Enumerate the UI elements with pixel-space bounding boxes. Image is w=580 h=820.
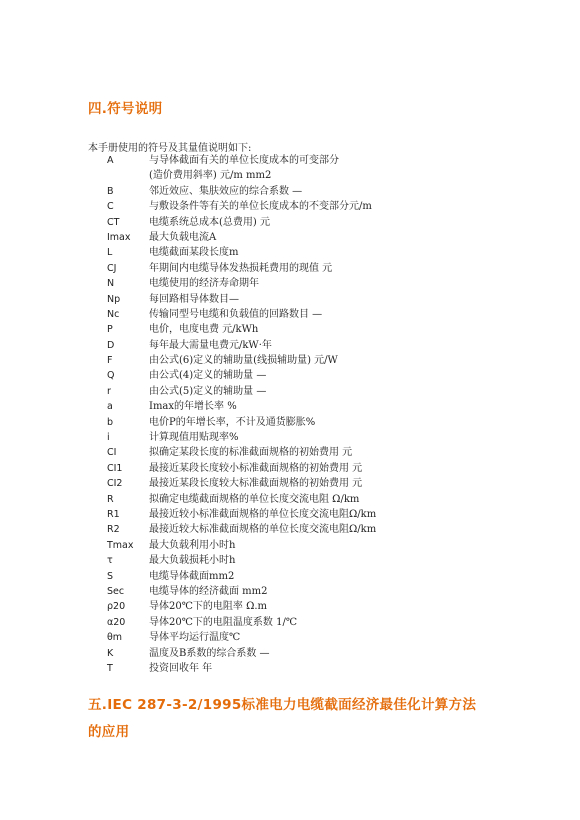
symbol-description: 最接近某段长度较小标准截面规格的初始费用 元 bbox=[149, 462, 363, 474]
symbol-list bbox=[0, 153, 580, 676]
symbol-description: 拟确定某段长度的标准截面规格的初始费用 元 bbox=[149, 447, 353, 459]
symbol-name: R2 bbox=[107, 524, 120, 536]
symbol-name: B bbox=[107, 185, 114, 197]
symbol-description: (造价费用斜率) 元/m mm2 bbox=[149, 170, 272, 182]
symbol-name: CI bbox=[107, 447, 117, 459]
symbol-name: T bbox=[107, 662, 113, 674]
symbol-name: b bbox=[107, 416, 114, 428]
symbol-description: 电价，电度电费 元/kWh bbox=[149, 324, 259, 336]
symbol-name: Np bbox=[107, 293, 121, 305]
symbol-description: 投资回收年 年 bbox=[149, 662, 213, 674]
symbol-row bbox=[0, 261, 580, 276]
symbol-description: 导体平均运行温度℃ bbox=[149, 632, 241, 644]
symbol-row bbox=[0, 199, 580, 214]
symbol-description: 由公式(6)定义的辅助量(线损辅助量) 元/W bbox=[149, 355, 338, 367]
section5-heading-line1: 五.IEC 287-3-2/1995标准电力电缆截面经济最佳化计算方法 bbox=[88, 697, 477, 713]
symbol-description: 电缆系统总成本(总费用) 元 bbox=[149, 216, 270, 228]
symbol-name: S bbox=[107, 570, 114, 582]
symbol-description: 邻近效应、集肤效应的综合系数 — bbox=[149, 185, 303, 197]
symbol-name: P bbox=[107, 324, 113, 336]
symbol-description: Imax的年增长率 % bbox=[149, 401, 237, 413]
symbol-name: Q bbox=[107, 370, 115, 382]
symbol-row bbox=[0, 292, 580, 307]
symbol-description: 每回路相导体数目— bbox=[149, 293, 239, 305]
symbol-row bbox=[0, 553, 580, 568]
symbol-name: N bbox=[107, 278, 115, 290]
symbol-row bbox=[0, 461, 580, 476]
symbol-description: 最接近较小标准截面规格的单位长度交流电阻Ω/km bbox=[149, 508, 377, 520]
symbol-row bbox=[0, 276, 580, 291]
symbol-row bbox=[0, 215, 580, 230]
symbol-description: 由公式(5)定义的辅助量 — bbox=[149, 385, 267, 397]
symbol-row bbox=[0, 353, 580, 368]
symbol-description: 导体20℃下的电阻率 Ω.m bbox=[149, 601, 268, 613]
symbol-description: 电缆导体的经济截面 mm2 bbox=[149, 585, 268, 597]
symbol-row bbox=[0, 184, 580, 199]
symbol-description: 每年最大需量电费元/kW·年 bbox=[149, 339, 272, 351]
symbol-name: R bbox=[107, 493, 114, 505]
symbol-row bbox=[0, 384, 580, 399]
symbol-row bbox=[0, 430, 580, 445]
symbol-row bbox=[0, 415, 580, 430]
symbol-description: 温度及B系数的综合系数 — bbox=[149, 647, 270, 659]
symbol-description: 最大负载电流A bbox=[149, 231, 217, 243]
symbol-description: 电缆导体截面mm2 bbox=[149, 570, 235, 582]
symbol-name: A bbox=[107, 155, 114, 166]
symbol-name: τ bbox=[107, 555, 113, 567]
symbol-row bbox=[0, 661, 580, 676]
symbol-row bbox=[0, 476, 580, 491]
symbol-name: R1 bbox=[107, 508, 120, 520]
section4-heading: 四.符号说明 bbox=[88, 101, 163, 117]
symbol-row bbox=[0, 615, 580, 630]
symbol-description: 最大负载利用小时h bbox=[149, 539, 236, 551]
symbol-row bbox=[0, 230, 580, 245]
symbol-name: C bbox=[107, 201, 114, 213]
symbol-name: Nc bbox=[107, 308, 120, 320]
symbol-row bbox=[0, 646, 580, 661]
symbol-description: 导体20℃下的电阻温度系数 1/℃ bbox=[149, 616, 298, 628]
symbol-row bbox=[0, 168, 580, 183]
symbol-row bbox=[0, 153, 580, 168]
symbol-row bbox=[0, 368, 580, 383]
symbol-name: F bbox=[107, 355, 113, 367]
symbol-description: 最大负载损耗小时h bbox=[149, 555, 236, 567]
symbol-row bbox=[0, 322, 580, 337]
symbol-name: CJ bbox=[107, 262, 117, 274]
symbol-name: K bbox=[107, 647, 114, 659]
symbol-row bbox=[0, 538, 580, 553]
symbol-row bbox=[0, 445, 580, 460]
symbol-row bbox=[0, 338, 580, 353]
symbol-row bbox=[0, 307, 580, 322]
symbol-row bbox=[0, 569, 580, 584]
intro-paragraph: 本手册使用的符号及其量值说明如下: bbox=[88, 143, 252, 154]
symbol-description: 电价P的年增长率，不计及通货膨胀% bbox=[149, 416, 316, 428]
symbol-name: Imax bbox=[107, 231, 131, 243]
symbol-name: a bbox=[107, 401, 113, 413]
symbol-name: θm bbox=[107, 632, 123, 644]
symbol-name: CI1 bbox=[107, 462, 123, 474]
symbol-description: 电缆截面某段长度m bbox=[149, 247, 239, 259]
symbol-name: r bbox=[107, 385, 111, 397]
symbol-description: 年期间内电缆导体发热损耗费用的现值 元 bbox=[149, 262, 333, 274]
symbol-row bbox=[0, 492, 580, 507]
symbol-description: 传输同型号电缆和负载值的回路数目 — bbox=[149, 308, 323, 320]
symbol-description: 由公式(4)定义的辅助量 — bbox=[149, 370, 267, 382]
symbol-description: 拟确定电缆截面规格的单位长度交流电阻 Ω/km bbox=[149, 493, 360, 505]
symbol-description: 计算现值用贴现率% bbox=[149, 432, 239, 444]
symbol-name: α20 bbox=[107, 616, 126, 628]
symbol-name: i bbox=[107, 432, 110, 444]
symbol-description: 最接近较大标准截面规格的单位长度交流电阻Ω/km bbox=[149, 524, 377, 536]
symbol-row bbox=[0, 507, 580, 522]
symbol-name: CI2 bbox=[107, 478, 123, 490]
symbol-row bbox=[0, 584, 580, 599]
symbol-name: CT bbox=[107, 216, 120, 228]
symbol-name: Sec bbox=[107, 585, 125, 597]
symbol-description: 与导体截面有关的单位长度成本的可变部分 bbox=[149, 155, 339, 166]
symbol-description: 电缆使用的经济寿命期年 bbox=[149, 278, 259, 290]
symbol-description: 与敷设条件等有关的单位长度成本的不变部分元/m bbox=[149, 201, 372, 213]
section5-heading-line2: 的应用 bbox=[88, 724, 130, 740]
symbol-row bbox=[0, 599, 580, 614]
symbol-row bbox=[0, 522, 580, 537]
symbol-row bbox=[0, 245, 580, 260]
symbol-row bbox=[0, 399, 580, 414]
symbol-description: 最接近某段长度较大标准截面规格的初始费用 元 bbox=[149, 478, 363, 490]
symbol-name: Tmax bbox=[107, 539, 134, 551]
symbol-name: ρ20 bbox=[107, 601, 126, 613]
symbol-name: D bbox=[107, 339, 115, 351]
symbol-name: L bbox=[107, 247, 113, 259]
symbol-row bbox=[0, 630, 580, 645]
